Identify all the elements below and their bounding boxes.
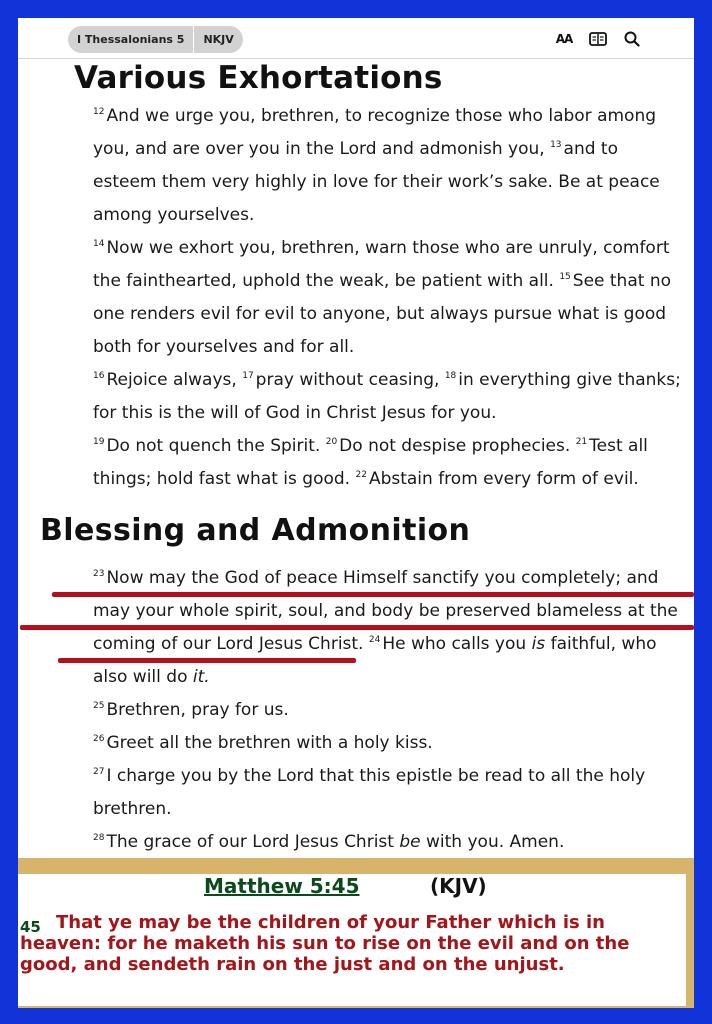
verse-number[interactable]: 18	[444, 371, 457, 382]
paragraph-verses-16-18	[75, 364, 683, 430]
verse-number[interactable]: 17	[242, 371, 254, 382]
verse-text: He who calls you	[382, 634, 527, 654]
verse-text: See that no one renders evil for evil to anyone, but always pursue what is good both for yourselves and for all.	[93, 271, 671, 357]
verse-number[interactable]: 24	[368, 635, 381, 646]
version-button[interactable]: NKJV	[203, 33, 234, 46]
overlay-verse-text: That ye may be the children of your Father which is in heaven: for he maketh his sun to rise on the evil and on the good, and sendeth rain on the just and on the unjust.	[20, 912, 630, 975]
paragraph-verse-26	[75, 727, 683, 760]
paragraph-verse-25	[75, 694, 683, 727]
underline-mark	[58, 658, 356, 663]
verse-text: and to esteem them very highly in love for their work’s sake. Be at peace among yourselves.	[93, 139, 660, 225]
verse-text: Test all things; hold fast what is good.	[93, 436, 648, 489]
verse-text: pray without ceasing,	[255, 370, 440, 390]
book-chapter-button[interactable]: I Thessalonians 5	[77, 33, 185, 46]
verse-text: Now we exhort you, brethren, warn those who are unruly, comfort the fainthearted, uphold the weak, be patient with all.	[93, 238, 670, 291]
verse-number[interactable]: 21	[575, 437, 588, 448]
text-size-icon[interactable]	[554, 29, 574, 49]
reader-icon[interactable]	[588, 29, 608, 49]
verse-text: I charge you by the Lord that this epistle be read to all the holy brethren.	[93, 766, 646, 819]
verse-number[interactable]: 14	[93, 239, 105, 250]
verse-number[interactable]: 28	[93, 833, 105, 844]
verse-text: Greet all the brethren with a holy kiss.	[106, 733, 433, 753]
verse-text: Rejoice always,	[106, 370, 237, 390]
verse-number[interactable]: 13	[550, 140, 562, 151]
overlay-reference: Matthew 5:45	[204, 874, 360, 898]
verse-number[interactable]: 25	[93, 701, 105, 712]
verse-number[interactable]: 15	[559, 272, 571, 283]
section-heading-exhortations: Various Exhortations	[74, 60, 443, 96]
underline-mark	[52, 592, 694, 597]
overlay-verse-panel	[18, 874, 686, 1006]
verse-text: Abstain from every form of evil.	[368, 469, 639, 489]
verse-number[interactable]: 26	[93, 734, 105, 745]
verse-text: in everything give thanks; for this is the will of God in Christ Jesus for you.	[93, 370, 681, 423]
verse-number[interactable]: 22	[355, 470, 367, 481]
underline-mark	[20, 625, 694, 630]
verse-text-highlighted: Now may the God of peace Himself sanctify you completely; and may your whole spirit, soul, and body be preserved blameless at the coming of our Lord Jesus Christ.	[93, 568, 678, 654]
verse-text: Do not quench the Spirit.	[106, 436, 321, 456]
paragraph-verse-27	[75, 760, 683, 826]
verse-number[interactable]: 16	[93, 371, 105, 382]
text-size-glyph: AA	[555, 32, 573, 46]
italic-word: be	[399, 832, 421, 852]
toolbar-icons	[554, 29, 642, 49]
verse-text: And we urge you, brethren, to recognize those who labor among you, and are over you in the Lord and admonish you,	[93, 106, 657, 159]
verse-text: Brethren, pray for us.	[106, 700, 289, 720]
verse-number[interactable]: 23	[93, 569, 105, 580]
italic-word: is	[531, 634, 546, 654]
paragraph-verses-12-13	[75, 100, 683, 232]
passage-selector[interactable]	[68, 26, 243, 53]
verse-text: Do not despise prophecies.	[339, 436, 571, 456]
verse-number[interactable]: 27	[93, 767, 105, 778]
top-toolbar	[18, 18, 694, 59]
verse-number[interactable]: 12	[93, 107, 105, 118]
overlay-verse-number: 45	[20, 918, 41, 936]
section-heading-blessing: Blessing and Admonition	[40, 513, 471, 548]
verse-text: The grace of our Lord Jesus Christ	[106, 832, 394, 852]
verse-text: with you. Amen.	[426, 832, 565, 852]
reader-page	[18, 18, 694, 1008]
overlay-version: (KJV)	[430, 874, 487, 898]
paragraph-verses-19-22	[75, 430, 683, 496]
italic-word: it.	[192, 667, 210, 687]
verse-number[interactable]: 19	[93, 437, 105, 448]
verse-number[interactable]: 20	[325, 437, 338, 448]
search-icon[interactable]	[622, 29, 642, 49]
verse-text: faithful, who also will do	[93, 634, 657, 687]
overlay-verse-card	[18, 858, 694, 1008]
paragraph-verses-14-15	[75, 232, 683, 364]
paragraph-verse-28	[75, 826, 683, 859]
